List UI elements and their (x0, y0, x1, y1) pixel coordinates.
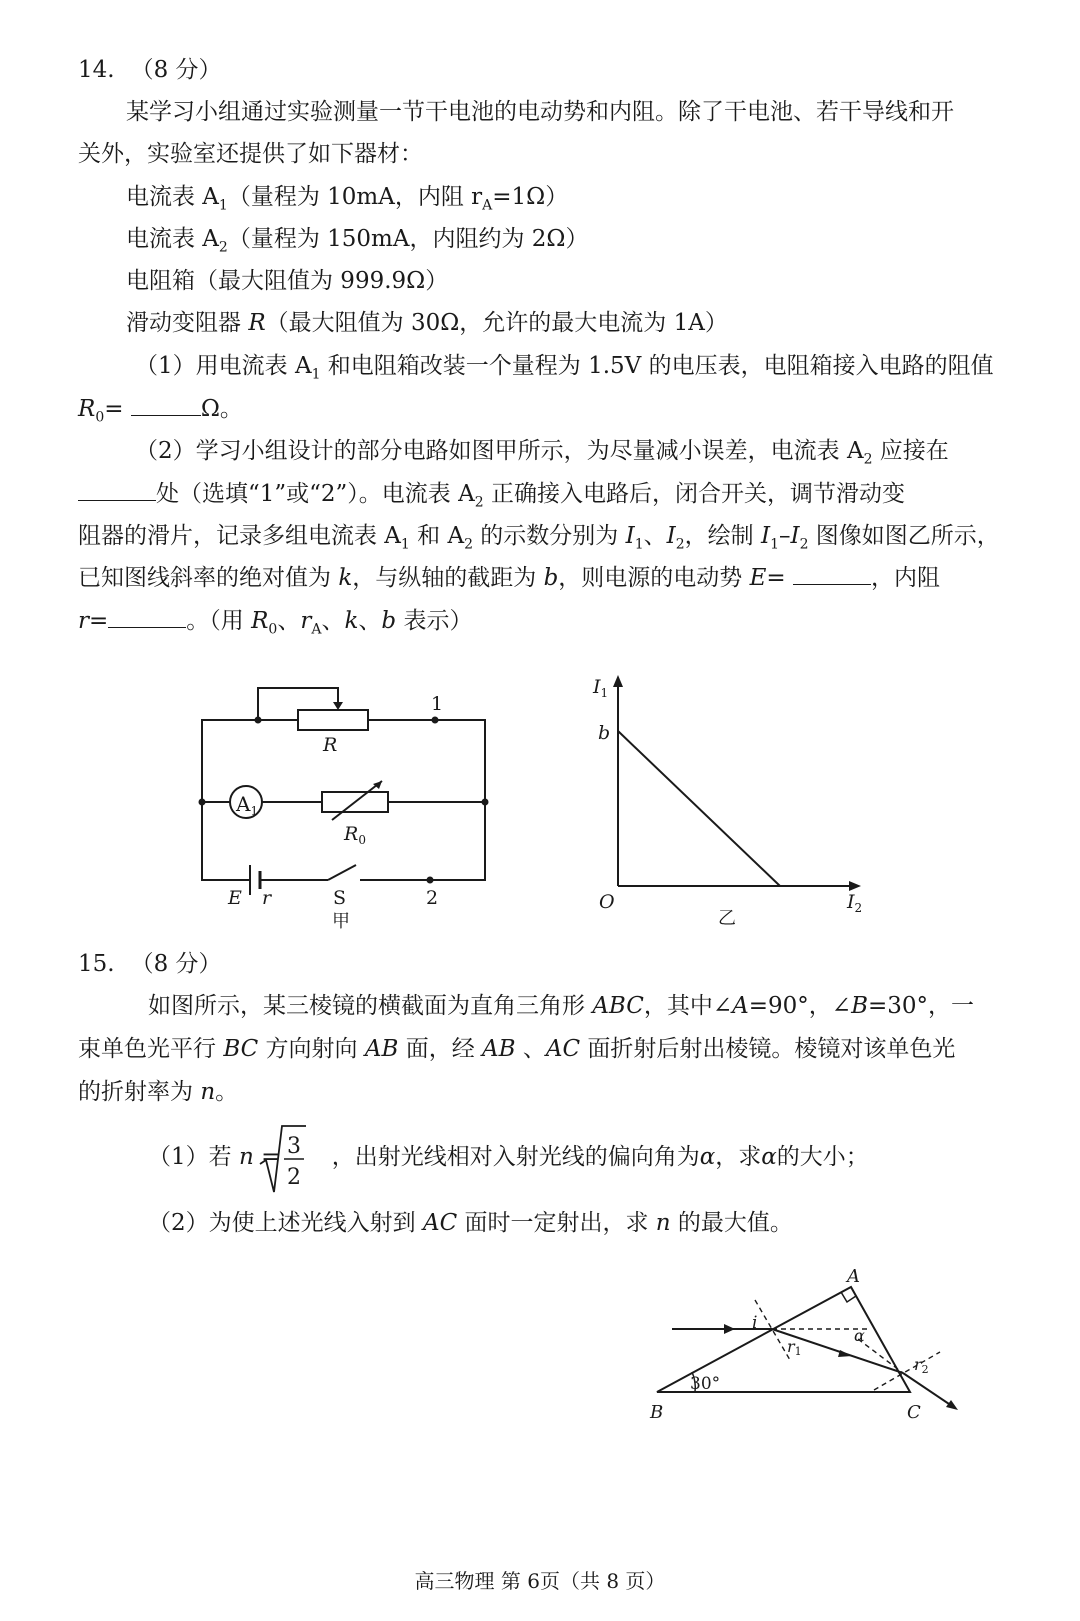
equip-ammeter-a1: 电流表 $A_1$（量程为 10mA，内阻 $r_A=1\Omega$） (126, 184, 569, 214)
label-e: E (228, 887, 242, 909)
q14-points: （8 分） (130, 57, 222, 83)
q15-number: 15. (78, 951, 115, 977)
y-axis-arrow-icon (613, 675, 623, 687)
q14-header (78, 55, 222, 85)
label-r0: $R_0$ (344, 823, 366, 847)
q15-line1: 如图所示，某三棱镜的横截面为直角三角形 ABC，其中∠A=90°，∠B=30°，一 (148, 993, 975, 1019)
label-s: S (333, 887, 347, 909)
q15-points: （8 分） (130, 951, 222, 977)
label-vertex-a: A (847, 1266, 860, 1287)
label-a1: $A_1$ (236, 792, 259, 818)
q15-part2: （2）为使上述光线入射到 AC 面时一定射出，求 n 的最大值。 (148, 1210, 793, 1236)
circuit-right-wire (368, 720, 485, 880)
rheostat-body (298, 710, 368, 730)
fraction-denominator: 2 (287, 1165, 301, 1190)
x-axis-arrow-icon (849, 881, 861, 891)
label-2: 2 (426, 887, 439, 909)
q14-number: 14. (78, 57, 115, 83)
label-alpha: α (854, 1326, 865, 1345)
q14-part1-line1: （1）用电流表 $A_1$ 和电阻箱改装一个量程为 1.5V 的电压表，电阻箱接入电路的阻值 (135, 353, 994, 383)
caption-jia: 甲 (332, 911, 350, 932)
page-footer: 高三物理 第 6页（共 8 页） (414, 1569, 666, 1593)
caption-yi: 乙 (718, 908, 736, 929)
equip-ammeter-a2: 电流表 $A_2$（量程为 150mA，内阻约为 2Ω） (126, 226, 589, 256)
equip-rheostat: 滑动变阻器 R（最大阻值为 30Ω，允许的最大电流为 1A） (126, 310, 728, 336)
slider-arrow-icon (333, 702, 343, 710)
label-i: i (752, 1313, 758, 1333)
switch-blade (328, 865, 356, 880)
q15-line2: 束单色光平行 BC 方向射向 AB 面，经 AB 、AC 面折射后射出棱镜。棱镜对该单色光 (78, 1036, 956, 1062)
q14-part2-line5: r= 。（用 $R_0$、$r_A$、k、b 表示） (78, 608, 473, 638)
x-axis-label: $I_2$ (847, 891, 863, 915)
intercept-label: b (598, 722, 611, 744)
fraction-numerator: 3 (287, 1134, 301, 1159)
answer-blank-emf (793, 564, 871, 585)
q14-intro-line1: 某学习小组通过实验测量一节干电池的电动势和内阻。除了干电池、若干导线和开 (126, 99, 954, 125)
ray-arrow-icon-3 (946, 1400, 958, 1410)
q15-line3: 的折射率为 n。 (78, 1079, 239, 1105)
answer-blank-r0 (131, 395, 201, 416)
q15-header (78, 949, 222, 979)
q14-part1-line2: $R_0= \Omega$。 (78, 396, 243, 426)
label-r1: r1 (787, 1337, 802, 1358)
ray-arrow-icon-2 (838, 1350, 852, 1357)
q14-part2-line3: 阻器的滑片，记录多组电流表 $A_1$ 和 $A_2$ 的示数分别为 $I_1$、$I_2$，绘制 $I_1-I_2$ 图像如图乙所示， (78, 523, 1000, 553)
label-vertex-c: C (907, 1402, 921, 1423)
label-1: 1 (431, 693, 444, 715)
q14-intro-line2: 关外，实验室还提供了如下器材： (78, 141, 423, 167)
q14-part2-line2: 处（选填“1”或“2”）。电流表 $A_2$ 正确接入电路后，闭合开关，调节滑动变 (78, 479, 905, 518)
circuit-diagram (180, 675, 520, 945)
q14-part2-line4: 已知图线斜率的绝对值为 k，与纵轴的截距为 b，则电源的电动势 E= ，内阻 (78, 565, 940, 591)
answer-blank-internal-r (108, 607, 186, 628)
i1-i2-graph (585, 665, 875, 935)
label-r: R (323, 734, 338, 756)
y-axis-label: $I_1$ (593, 676, 609, 700)
prism-diagram (640, 1262, 970, 1432)
graph-line (618, 731, 780, 886)
equip-resistance-box: 电阻箱（最大阻值为 999.9Ω） (126, 268, 449, 294)
answer-blank-position (78, 480, 156, 501)
q15-part1: （1）若 n = ，出射光线相对入射光线的偏向角为α，求α的大小； (148, 1144, 869, 1170)
ray-arrow-icon (724, 1324, 735, 1334)
label-r2: r2 (914, 1355, 929, 1376)
label-small-r: r (262, 887, 272, 909)
label-vertex-b: B (650, 1402, 664, 1423)
origin-label: O (599, 891, 615, 913)
sqrt-fraction (258, 1120, 308, 1200)
q14-part2-line1: （2）学习小组设计的部分电路如图甲所示，为尽量减小误差，电流表 $A_2$ 应接在 (135, 438, 949, 468)
node-2 (427, 877, 434, 884)
label-30-degrees: 30° (690, 1374, 721, 1394)
node-1 (432, 717, 439, 724)
